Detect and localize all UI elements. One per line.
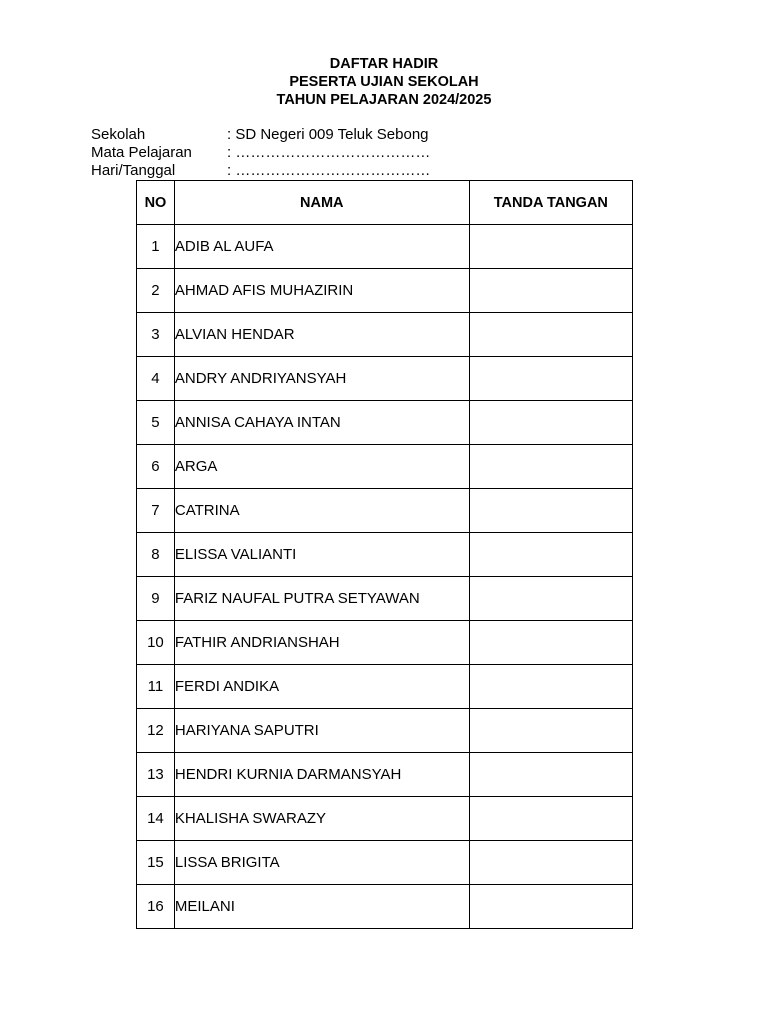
cell-nama: HARIYANA SAPUTRI: [174, 709, 469, 753]
cell-nama: HENDRI KURNIA DARMANSYAH: [174, 753, 469, 797]
table-row: [137, 841, 633, 885]
cell-nama: CATRINA: [174, 489, 469, 533]
table-row: [137, 665, 633, 709]
table-row: [137, 621, 633, 665]
cell-nama: ANDRY ANDRIYANSYAH: [174, 357, 469, 401]
cell-signature: [469, 709, 632, 753]
table-row: [137, 357, 633, 401]
table-row: [137, 225, 633, 269]
cell-no: 2: [137, 269, 175, 313]
cell-signature: [469, 885, 632, 929]
cell-nama: ALVIAN HENDAR: [174, 313, 469, 357]
cell-no: 8: [137, 533, 175, 577]
cell-signature: [469, 225, 632, 269]
cell-signature: [469, 841, 632, 885]
cell-signature: [469, 489, 632, 533]
info-row-mata-pelajaran: [91, 144, 430, 162]
table-header-row: [137, 181, 633, 225]
attendance-table: [136, 180, 633, 929]
cell-nama: FARIZ NAUFAL PUTRA SETYAWAN: [174, 577, 469, 621]
title-line-3: TAHUN PELAJARAN 2024/2025: [276, 92, 492, 108]
cell-no: 16: [137, 885, 175, 929]
header-no: NO: [137, 181, 175, 225]
info-value: : SD Negeri 009 Teluk Sebong: [227, 126, 429, 143]
cell-no: 15: [137, 841, 175, 885]
cell-signature: [469, 401, 632, 445]
cell-nama: MEILANI: [174, 885, 469, 929]
cell-nama: ELISSA VALIANTI: [174, 533, 469, 577]
info-label: Sekolah: [91, 126, 146, 143]
cell-signature: [469, 665, 632, 709]
table-row: [137, 885, 633, 929]
cell-no: 5: [137, 401, 175, 445]
table-row: [137, 577, 633, 621]
table-row: [137, 269, 633, 313]
cell-nama: ADIB AL AUFA: [174, 225, 469, 269]
header-nama: NAMA: [174, 181, 469, 225]
cell-signature: [469, 621, 632, 665]
title-line-2: PESERTA UJIAN SEKOLAH: [289, 74, 479, 90]
info-row-hari-tanggal: [91, 162, 430, 180]
cell-no: 6: [137, 445, 175, 489]
document-title: [0, 55, 768, 109]
table-row: [137, 797, 633, 841]
cell-no: 14: [137, 797, 175, 841]
cell-no: 9: [137, 577, 175, 621]
header-tanda-tangan: TANDA TANGAN: [469, 181, 632, 225]
table-row: [137, 313, 633, 357]
cell-no: 3: [137, 313, 175, 357]
cell-signature: [469, 357, 632, 401]
info-row-sekolah: [91, 126, 430, 144]
table-row: [137, 709, 633, 753]
table-row: [137, 753, 633, 797]
cell-signature: [469, 269, 632, 313]
info-label: Hari/Tanggal: [91, 162, 176, 179]
title-line-1: DAFTAR HADIR: [329, 56, 439, 72]
cell-nama: FERDI ANDIKA: [174, 665, 469, 709]
cell-signature: [469, 533, 632, 577]
cell-signature: [469, 797, 632, 841]
table-body: [137, 225, 633, 929]
cell-nama: ANNISA CAHAYA INTAN: [174, 401, 469, 445]
table-row: [137, 401, 633, 445]
table-row: [137, 489, 633, 533]
cell-nama: KHALISHA SWARAZY: [174, 797, 469, 841]
cell-no: 4: [137, 357, 175, 401]
cell-nama: ARGA: [174, 445, 469, 489]
cell-signature: [469, 445, 632, 489]
cell-no: 10: [137, 621, 175, 665]
cell-no: 11: [137, 665, 175, 709]
cell-no: 13: [137, 753, 175, 797]
cell-no: 1: [137, 225, 175, 269]
table-row: [137, 445, 633, 489]
cell-signature: [469, 313, 632, 357]
cell-nama: AHMAD AFIS MUHAZIRIN: [174, 269, 469, 313]
info-label: Mata Pelajaran: [91, 144, 192, 161]
cell-signature: [469, 753, 632, 797]
info-block: [91, 126, 430, 180]
cell-signature: [469, 577, 632, 621]
table-row: [137, 533, 633, 577]
cell-no: 7: [137, 489, 175, 533]
info-value: : …………………………………: [227, 144, 431, 161]
cell-nama: LISSA BRIGITA: [174, 841, 469, 885]
cell-nama: FATHIR ANDRIANSHAH: [174, 621, 469, 665]
info-value: : …………………………………: [227, 162, 431, 179]
cell-no: 12: [137, 709, 175, 753]
